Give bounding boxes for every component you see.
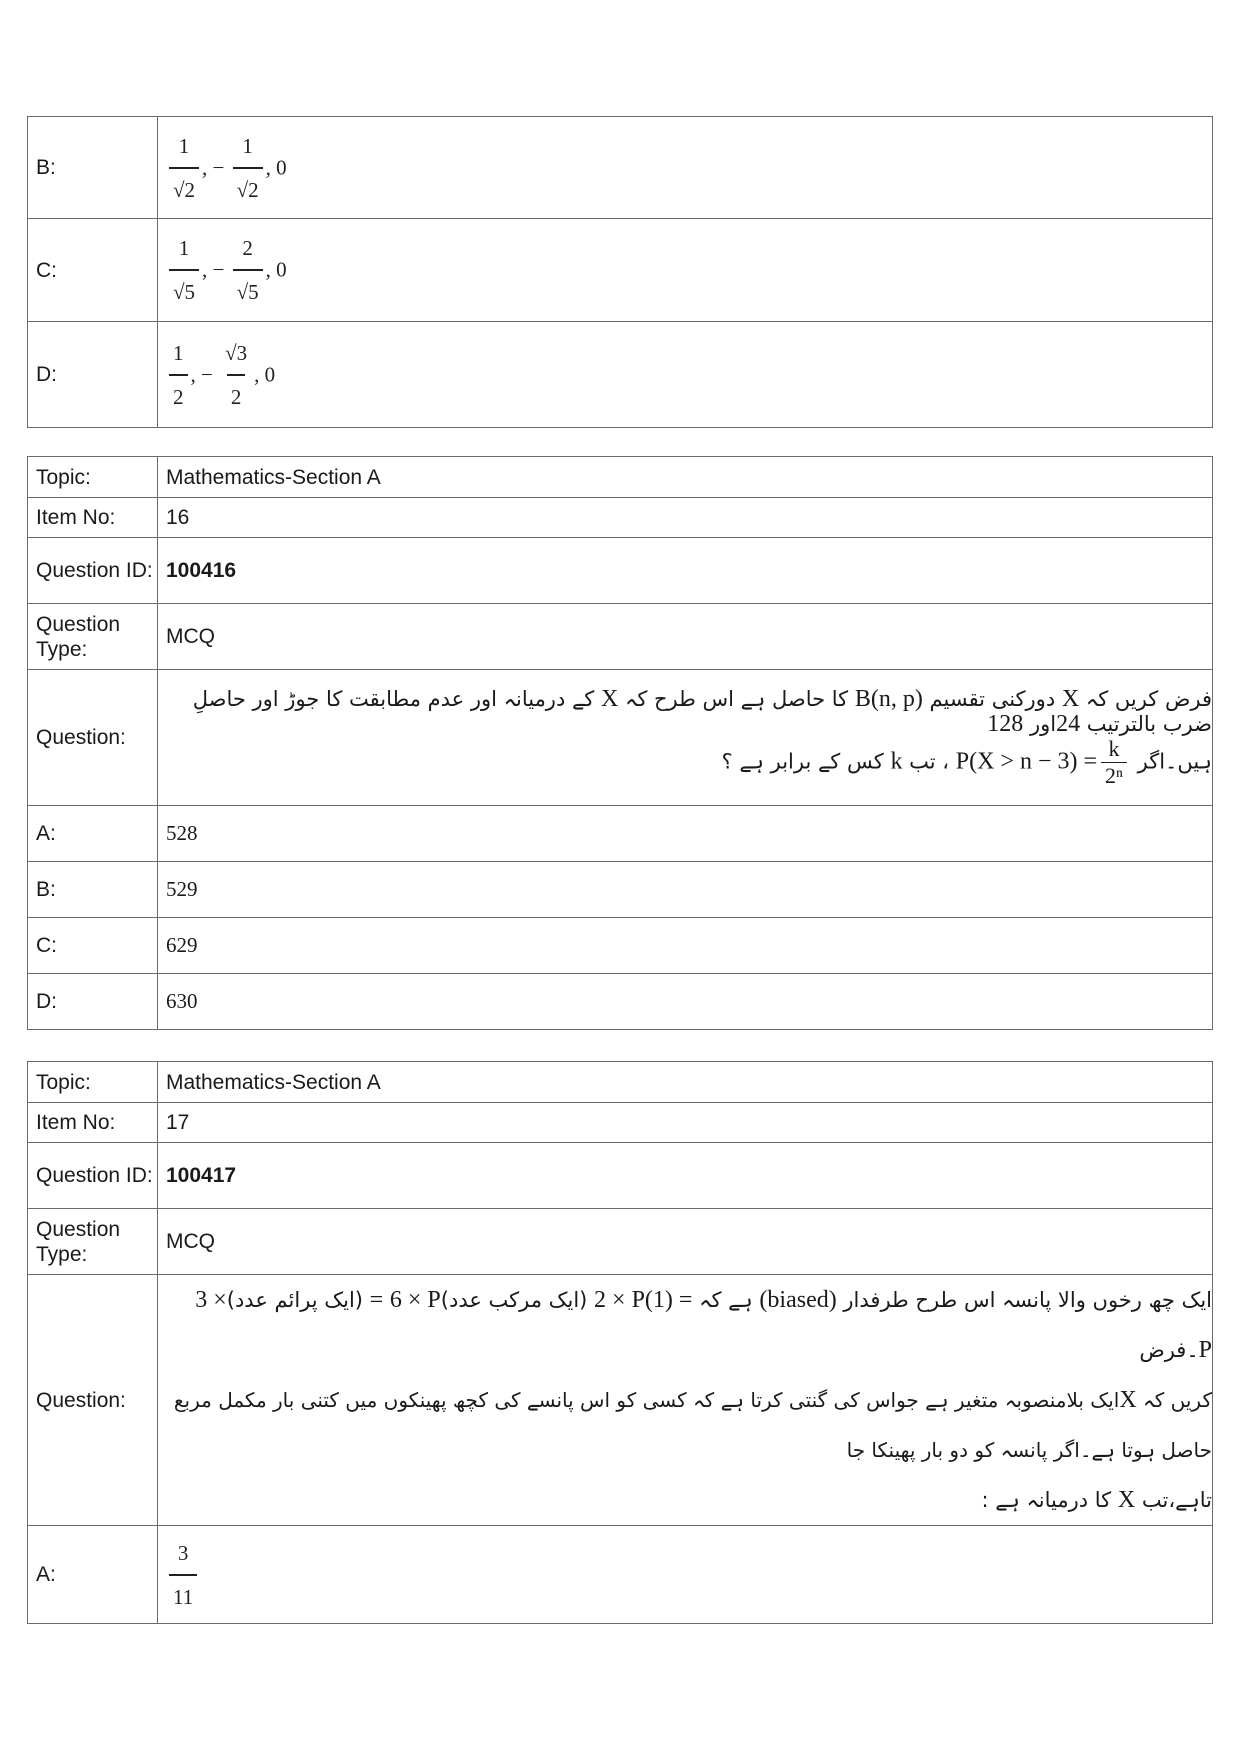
- number: 24: [1056, 711, 1081, 737]
- option-value: 529: [158, 862, 1213, 918]
- math-expression: 2 × P(1) =: [594, 1287, 693, 1313]
- option-value: 528: [158, 806, 1213, 862]
- option-value: [158, 219, 1213, 322]
- numerator: 3: [177, 1540, 189, 1565]
- probability-expression: P(X > n − 3) =: [955, 748, 1098, 775]
- topic-row: [28, 1062, 1213, 1103]
- question-id-value: 100416: [158, 538, 1213, 604]
- math-expression: [956, 737, 1131, 788]
- numerator: 1: [178, 133, 190, 158]
- question-label: Question:: [28, 670, 158, 806]
- numerator: 1: [178, 236, 190, 260]
- option-value: [158, 322, 1213, 428]
- numerator: 1: [242, 133, 253, 158]
- question-type-label: Question Type:: [28, 1209, 158, 1275]
- denominator: √5: [169, 269, 199, 310]
- numerator: k: [1108, 736, 1120, 761]
- question-label: Question:: [28, 1275, 158, 1526]
- text-segment: ایک بلامنصوبہ متغیر ہے جواس کی گنتی کرتا ہے کہ کسی کو اس پانسے کی کچھ پھینکوں میں کتنی بار مکمل مربع حاصل ہوتا ہے۔اگر پانسہ کو دو بار پھینکا جا: [173, 1388, 1212, 1462]
- text-segment: (ایک مرکب عدد): [440, 1288, 588, 1312]
- item-value: 16: [158, 498, 1213, 538]
- option-label: B:: [28, 117, 158, 219]
- denominator: √2: [233, 167, 263, 208]
- option-label: A:: [28, 806, 158, 862]
- denominator: 2: [169, 374, 188, 415]
- tail-value: , 0: [265, 257, 287, 282]
- question-id-value: 100417: [158, 1143, 1213, 1209]
- comma: ,: [190, 362, 196, 386]
- option-row-c: [28, 219, 1213, 322]
- question-id-row: [28, 1143, 1213, 1209]
- question-16-table: [27, 456, 1213, 1030]
- question-row: [28, 1275, 1213, 1526]
- option-label: A:: [28, 1526, 158, 1624]
- numerator: 1: [173, 340, 184, 365]
- question-id-label: Question ID:: [28, 538, 158, 604]
- fraction: [169, 230, 199, 310]
- question-type-value: MCQ: [158, 1209, 1213, 1275]
- fraction: [1101, 737, 1127, 788]
- question-line: [166, 687, 1212, 737]
- question-id-row: [28, 538, 1213, 604]
- variable: X: [1061, 686, 1080, 712]
- variable: k: [890, 748, 903, 775]
- variable: X: [1117, 1487, 1136, 1513]
- option-label: C:: [28, 918, 158, 974]
- option-label: C:: [28, 219, 158, 322]
- topic-value: Mathematics-Section A: [158, 1062, 1213, 1103]
- question-type-value: MCQ: [158, 604, 1213, 670]
- term: (biased): [759, 1287, 837, 1313]
- item-value: 17: [158, 1103, 1213, 1143]
- tail-value: , 0: [265, 155, 287, 179]
- math-expression: 6 × P: [389, 1287, 441, 1313]
- denominator: √5: [233, 269, 263, 310]
- comma: ,: [202, 155, 208, 179]
- text-segment: دورکنی تقسیم: [929, 687, 1056, 711]
- topic-label: Topic:: [28, 1062, 158, 1103]
- question-line: [166, 737, 1212, 788]
- option-row-b: [28, 862, 1213, 918]
- item-label: Item No:: [28, 498, 158, 538]
- numerator: √3: [225, 340, 248, 365]
- option-row-a: [28, 806, 1213, 862]
- text-segment: کس کے برابر ہے ؟: [721, 749, 884, 774]
- item-label: Item No:: [28, 1103, 158, 1143]
- denominator: √2: [169, 167, 199, 208]
- denominator: 2: [227, 374, 246, 415]
- topic-row: [28, 457, 1213, 498]
- minus-sign: −: [212, 257, 225, 282]
- question-row: [28, 670, 1213, 806]
- option-label: D:: [28, 322, 158, 428]
- text-segment: ، تب: [909, 749, 950, 774]
- text-segment: تاہے،تب: [1141, 1488, 1212, 1512]
- tail-value: , 0: [254, 362, 276, 386]
- text-segment: ۔فرض: [1139, 1338, 1199, 1362]
- question-line: [166, 1375, 1212, 1475]
- fraction: [169, 335, 188, 415]
- item-row: [28, 1103, 1213, 1143]
- question-type-label: Question Type:: [28, 604, 158, 670]
- comma: ,: [202, 257, 208, 282]
- question-text: [158, 670, 1213, 806]
- text-segment: (ایک پرائم عدد): [226, 1288, 363, 1312]
- text-segment: ایک چھ رخوں والا پانسہ اس طرح طرفدار: [843, 1288, 1212, 1312]
- option-row-a: [28, 1526, 1213, 1624]
- text-segment: کا حاصل ہے اس طرح کہ: [625, 687, 849, 711]
- question-line: [166, 1475, 1212, 1525]
- question-17-table: [27, 1061, 1213, 1624]
- fraction: [169, 128, 199, 208]
- prev-question-options-table: [27, 116, 1213, 428]
- option-value: [158, 117, 1213, 219]
- fraction: [169, 1535, 197, 1615]
- fraction: [233, 230, 263, 310]
- variable: X: [1119, 1387, 1137, 1413]
- question-line: [166, 1275, 1212, 1375]
- question-type-row: [28, 1209, 1213, 1275]
- text-segment: کے درمیانہ اور عدم مطابقت کا جوڑ اور حاصلِ ضرب بالترتیب: [192, 687, 1212, 736]
- fraction: [221, 335, 251, 415]
- minus-sign: −: [212, 155, 225, 179]
- fraction: [233, 128, 263, 208]
- question-id-label: Question ID:: [28, 1143, 158, 1209]
- text-segment: کا درمیانہ ہے :: [981, 1488, 1112, 1512]
- option-row-d: [28, 322, 1213, 428]
- math-expression: B(n, p): [854, 686, 923, 712]
- topic-label: Topic:: [28, 457, 158, 498]
- equals-sign: =: [369, 1287, 384, 1313]
- option-value: 629: [158, 918, 1213, 974]
- item-row: [28, 498, 1213, 538]
- topic-value: Mathematics-Section A: [158, 457, 1213, 498]
- text-segment: کریں کہ: [1143, 1388, 1212, 1412]
- text-segment: ہیں۔اگر: [1137, 749, 1212, 774]
- numerator: 2: [242, 236, 253, 260]
- math-expression: 3 × P: [195, 1287, 1212, 1363]
- option-value: 630: [158, 974, 1213, 1030]
- option-label: D:: [28, 974, 158, 1030]
- variable: X: [600, 686, 619, 712]
- denominator: 2ⁿ: [1101, 762, 1127, 788]
- question-type-row: [28, 604, 1213, 670]
- option-row-c: [28, 918, 1213, 974]
- text-segment: فرض کریں کہ: [1085, 687, 1212, 711]
- option-row-b: [28, 117, 1213, 219]
- option-label: B:: [28, 862, 158, 918]
- option-row-d: [28, 974, 1213, 1030]
- number: 128: [987, 711, 1024, 737]
- denominator: 11: [169, 1574, 197, 1615]
- question-text: [158, 1275, 1213, 1526]
- text-segment: ہے کہ: [699, 1288, 753, 1312]
- minus-sign: −: [201, 362, 213, 386]
- text-segment: اور: [1029, 712, 1057, 736]
- option-value: [158, 1526, 1213, 1624]
